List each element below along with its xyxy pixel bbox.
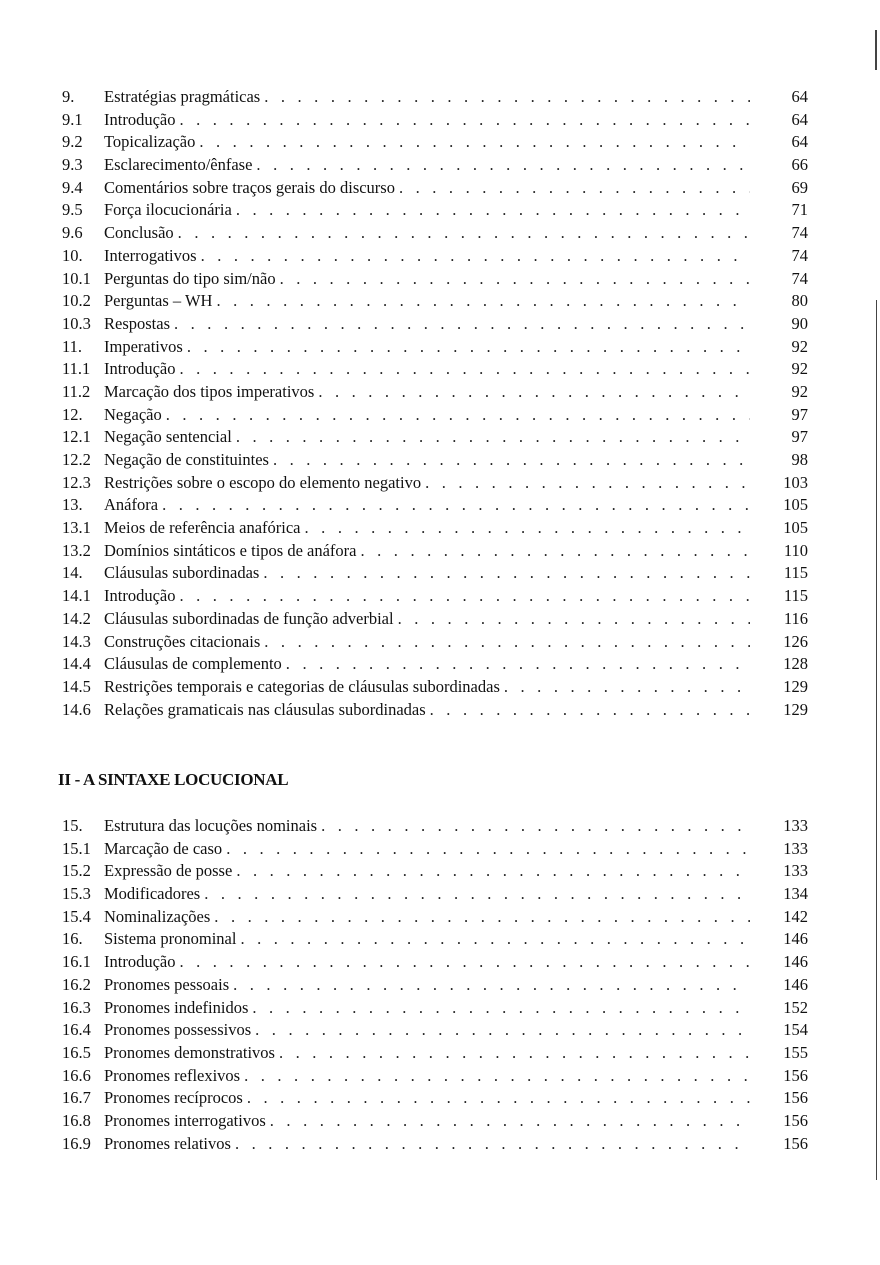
toc-entry [62,883,822,906]
toc-entry-page-number: 155 [783,1042,808,1062]
toc-entry [62,494,822,517]
toc-entry-page-number: 74 [791,223,808,243]
toc-entry-title: Sistema pronominal [104,929,237,949]
toc-entry-number: 9. [62,87,75,106]
dot-leader [178,222,750,245]
toc-entry-page-number: 64 [791,109,808,129]
toc-entry [62,653,822,676]
toc-entry [62,131,822,154]
toc-list-part-2 [62,815,822,1155]
dot-leader [226,838,750,861]
toc-entry-title: Construções citacionais [104,631,261,651]
toc-entry-page-number: 128 [783,654,808,674]
toc-entry-number: 9.5 [62,200,83,220]
toc-entry-page-number: 133 [783,861,808,881]
dot-leader [255,1019,750,1042]
toc-entry-page-number: 98 [791,450,808,469]
toc-entry [62,449,822,472]
toc-entry-page-number: 64 [791,132,808,152]
dot-leader [199,131,750,154]
dot-leader [273,449,750,472]
dot-leader [166,404,750,427]
toc-entry-page-number: 97 [791,404,808,424]
toc-entry-number: 12.3 [62,472,91,492]
dot-leader [279,1042,750,1065]
toc-entry-page-number: 64 [791,87,808,106]
toc-entry-page-number: 105 [783,495,808,515]
toc-entry-title: Perguntas – WH [104,291,213,311]
toc-entry-number: 14. [62,563,83,583]
toc-entry-page-number: 74 [791,245,808,265]
dot-leader [174,313,750,336]
dot-leader [214,906,750,929]
toc-entry-number: 14.1 [62,586,91,606]
toc-entry-title: Cláusulas subordinadas de função adverbial [104,608,394,628]
toc-entry-page-number: 133 [783,816,808,835]
dot-leader [236,860,750,883]
toc-entry-number: 14.6 [62,699,91,719]
toc-entry [62,1087,822,1110]
toc-entry [62,951,822,974]
toc-entry-page-number: 71 [791,200,808,220]
toc-entry [62,676,822,699]
toc-entry-number: 13.1 [62,518,91,538]
toc-entry-number: 15.3 [62,884,91,904]
toc-entry [62,699,822,722]
toc-entry-title: Topicalização [104,132,196,152]
toc-entry [62,997,822,1020]
dot-leader [398,608,750,631]
toc-entry-number: 14.4 [62,654,91,674]
toc-entry-page-number: 92 [791,381,808,401]
toc-entry-number: 12.2 [62,450,91,469]
toc-entry-page-number: 69 [791,177,808,197]
dot-leader [179,951,750,974]
toc-entry [62,631,822,654]
toc-entry-page-number: 129 [783,699,808,719]
toc-entry-number: 9.1 [62,109,83,129]
toc-entry [62,177,822,200]
toc-entry-number: 15.1 [62,838,91,858]
toc-entry-page-number: 74 [791,268,808,288]
toc-entry-page-number: 97 [791,427,808,447]
toc-entry-title: Pronomes recíprocos [104,1088,243,1108]
toc-entry [62,245,822,268]
toc-entry-page-number: 156 [783,1110,808,1130]
toc-entry-title: Cláusulas de complemento [104,654,282,674]
dot-leader [256,154,750,177]
toc-entry-title: Pronomes possessivos [104,1020,252,1040]
toc-entry-number: 15. [62,816,83,835]
toc-entry [62,608,822,631]
toc-entry [62,838,822,861]
toc-entry [62,1110,822,1133]
dot-leader [252,997,750,1020]
toc-entry-number: 16.7 [62,1088,91,1108]
toc-entry-title: Força ilocucionária [104,200,232,220]
toc-entry-title: Perguntas do tipo sim/não [104,268,276,288]
toc-entry [62,154,822,177]
toc-entry [62,109,822,132]
toc-entry [62,1019,822,1042]
toc-entry-title: Pronomes demonstrativos [104,1042,275,1062]
toc-entry-number: 9.2 [62,132,83,152]
toc-entry-number: 15.2 [62,861,91,881]
toc-entry-number: 10.3 [62,313,91,333]
toc-entry-title: Introdução [104,109,176,129]
toc-entry-number: 16.9 [62,1133,91,1153]
toc-entry-number: 16.8 [62,1110,91,1130]
toc-entry [62,86,822,109]
toc-entry-title: Expressão de posse [104,861,233,881]
toc-entry-title: Conclusão [104,223,174,243]
toc-entry-number: 16.2 [62,974,91,994]
dot-leader [216,290,750,313]
toc-entry-page-number: 126 [783,631,808,651]
toc-entry-page-number: 80 [791,291,808,311]
toc-entry-title: Estrutura das locuções nominais [104,816,318,835]
toc-entry-number: 9.3 [62,155,83,175]
toc-entry-title: Restrições sobre o escopo do elemento negativo [104,472,422,492]
dot-leader [247,1087,750,1110]
toc-entry [62,860,822,883]
toc-entry [62,1042,822,1065]
toc-entry-page-number: 146 [783,952,808,972]
toc-entry [62,199,822,222]
toc-entry-number: 14.2 [62,608,91,628]
dot-leader [179,358,750,381]
toc-entry [62,906,822,929]
toc-entry-number: 16. [62,929,83,949]
dot-leader [244,1065,750,1088]
dot-leader [399,177,750,200]
toc-entry-title: Relações gramaticais nas cláusulas subordinadas [104,699,426,719]
toc-entry [62,562,822,585]
toc-entry-number: 9.4 [62,177,83,197]
toc-entry-title: Pronomes relativos [104,1133,231,1153]
toc-entry-title: Negação [104,404,162,424]
toc-entry-title: Nominalizações [104,906,211,926]
toc-entry-title: Domínios sintáticos e tipos de anáfora [104,540,357,560]
toc-entry-page-number: 152 [783,997,808,1017]
toc-entry [62,313,822,336]
toc-entry-title: Interrogativos [104,245,197,265]
toc-entry-number: 13.2 [62,540,91,560]
toc-entry-title: Pronomes indefinidos [104,997,249,1017]
toc-entry-page-number: 115 [783,563,808,583]
toc-entry-number: 14.5 [62,676,91,696]
dot-leader [430,699,750,722]
dot-leader [236,426,750,449]
toc-entry-title: Imperativos [104,336,183,356]
toc-entry-title: Esclarecimento/ênfase [104,155,253,175]
dot-leader [235,1133,750,1156]
dot-leader [204,883,750,906]
dot-leader [361,540,751,563]
toc-entry-number: 11. [62,336,83,356]
toc-entry-page-number: 156 [783,1133,808,1153]
toc-entry-title: Marcação de caso [104,838,223,858]
toc-entry-title: Comentários sobre traços gerais do discurso [104,177,395,197]
toc-entry-title: Estratégias pragmáticas [104,87,261,106]
toc-entry [62,358,822,381]
toc-entry-number: 14.3 [62,631,91,651]
toc-entry-number: 16.1 [62,952,91,972]
toc-entry [62,517,822,540]
toc-entry-title: Pronomes reflexivos [104,1065,241,1085]
toc-entry-title: Introdução [104,586,176,606]
dot-leader [179,109,750,132]
toc-entry [62,974,822,997]
toc-entry-number: 16.6 [62,1065,91,1085]
dot-leader [179,585,750,608]
toc-entry [62,472,822,495]
toc-entry [62,815,822,838]
toc-entry-page-number: 116 [783,608,808,628]
toc-entry-title: Marcação dos tipos imperativos [104,381,315,401]
toc-entry-number: 13. [62,495,83,515]
toc-entry-page-number: 142 [783,906,808,926]
toc-entry-page-number: 146 [783,974,808,994]
toc-entry-page-number: 134 [783,884,808,904]
toc-entry-page-number: 103 [783,472,808,492]
toc-entry-number: 10.1 [62,268,91,288]
scan-edge-mark [875,30,877,70]
toc-entry [62,404,822,427]
toc-entry-title: Respostas [104,313,170,333]
toc-entry-number: 11.2 [62,381,91,401]
toc-entry-number: 16.5 [62,1042,91,1062]
toc-entry [62,290,822,313]
toc-entry [62,540,822,563]
dot-leader [280,268,750,291]
toc-entry-page-number: 105 [783,518,808,538]
toc-entry-number: 16.3 [62,997,91,1017]
toc-entry-page-number: 66 [791,155,808,175]
toc-entry-page-number: 115 [783,586,808,606]
dot-leader [263,562,750,585]
dot-leader [187,336,750,359]
toc-entry-number: 16.4 [62,1020,91,1040]
toc-entry-number: 10.2 [62,291,91,311]
dot-leader [286,653,750,676]
toc-entry [62,928,822,951]
dot-leader [305,517,750,540]
toc-entry-page-number: 156 [783,1088,808,1108]
toc-entry-page-number: 92 [791,336,808,356]
toc-entry-page-number: 92 [791,359,808,379]
toc-entry-number: 12.1 [62,427,91,447]
toc-entry [62,1133,822,1156]
toc-entry-title: Introdução [104,952,176,972]
dot-leader [236,199,750,222]
toc-entry-page-number: 154 [783,1020,808,1040]
toc-entry-title: Anáfora [104,495,159,515]
dot-leader [264,631,750,654]
toc-entry-number: 9.6 [62,223,83,243]
dot-leader [233,974,750,997]
toc-entry-title: Cláusulas subordinadas [104,563,260,583]
toc-list-part-1 [62,86,822,721]
toc-entry-number: 12. [62,404,83,424]
toc-entry-page-number: 90 [791,313,808,333]
toc-entry-page-number: 110 [783,540,808,560]
toc-entry [62,381,822,404]
toc-entry-title: Negação de constituintes [104,450,269,469]
dot-leader [270,1110,750,1133]
toc-entry-title: Modificadores [104,884,201,904]
dot-leader [264,86,750,109]
toc-entry-number: 15.4 [62,906,91,926]
section-heading: II - A SINTAXE LOCUCIONAL [58,770,289,789]
toc-entry-number: 11.1 [62,359,91,379]
toc-entry-title: Pronomes pessoais [104,974,230,994]
toc-entry-title: Restrições temporais e categorias de cláusulas subordinadas [104,676,500,696]
toc-entry-page-number: 133 [783,838,808,858]
toc-entry-page-number: 146 [783,929,808,949]
toc-entry [62,426,822,449]
dot-leader [425,472,750,495]
toc-entry-number: 10. [62,245,83,265]
toc-entry-page-number: 156 [783,1065,808,1085]
toc-entry [62,585,822,608]
toc-entry-title: Negação sentencial [104,427,232,447]
dot-leader [318,381,750,404]
toc-entry-title: Meios de referência anafórica [104,518,301,538]
dot-leader [162,494,750,517]
scan-edge-line [876,300,877,1180]
toc-entry-page-number: 129 [783,676,808,696]
dot-leader [240,928,750,951]
toc-entry [62,1065,822,1088]
toc-entry-title: Introdução [104,359,176,379]
toc-entry-title: Pronomes interrogativos [104,1110,266,1130]
dot-leader [504,676,750,699]
toc-entry [62,336,822,359]
dot-leader [201,245,750,268]
toc-entry [62,268,822,291]
toc-entry [62,222,822,245]
dot-leader [321,815,750,838]
